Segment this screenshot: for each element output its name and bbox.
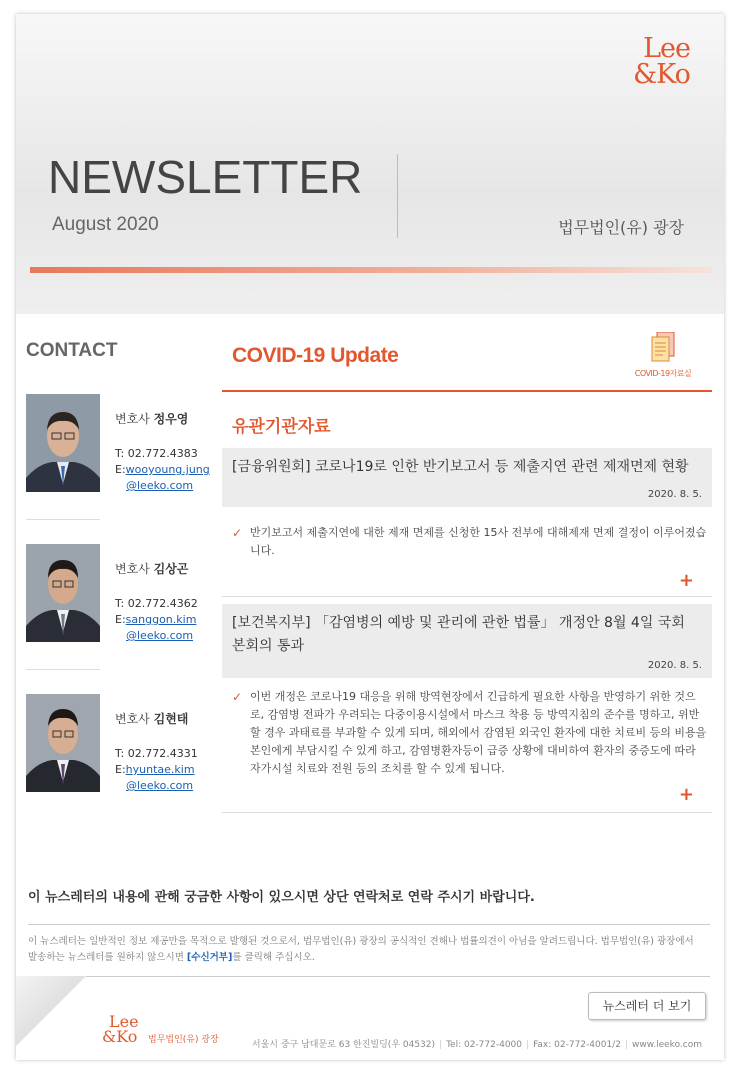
- firm-name: 법무법인(유) 광장: [558, 218, 684, 237]
- article-text: 반기보고서 제출지연에 대한 제재 면제를 신청한 15사 전부에 대해제재 면제 결정이 이루어졌습니다.: [250, 526, 707, 557]
- email-link-domain[interactable]: @leeko.com: [126, 629, 194, 642]
- header-divider: [397, 154, 398, 238]
- email-prefix: E:: [115, 463, 126, 476]
- article-text: 이번 개정은 코로나19 대응을 위해 방역현장에서 긴급하게 필요한 사항을 반영하기 위한 것으로, 감염병 전파가 우려되는 다중이용시설에서 마스크 착용 등 방역지침의 준수를 명하고, 위반할 경우 과태료를 부과할 수 있게 되며, 해외에서 감염된 외국인 환자에 대한 치료비 등의 비용을 본인에게 부담시킬 수 있게 하고, 감염병환자등이 급증 상황에 대비하여 환자의 중증도에 따라 자가시설 치료와 전원 등의 조치를 할 수 있게 됩니다.: [250, 690, 707, 775]
- lawyer-title: 변호사: [115, 412, 150, 426]
- footer-fax: Fax: 02-772-4001/2: [533, 1040, 621, 1050]
- lawyer-photo: [26, 694, 100, 792]
- check-icon: ✓: [232, 690, 243, 704]
- lawyer-email: [115, 762, 195, 794]
- lawyer-name: 김현태: [153, 712, 189, 726]
- inquiry-text: 이 뉴스레터의 내용에 관해 궁금한 사항이 있으시면 상단 연락처로 연락 주시기 바랍니다.: [28, 890, 535, 905]
- email-link[interactable]: wooyoung.jung: [125, 463, 210, 476]
- email-prefix: E:: [115, 763, 126, 776]
- contact-card: [26, 394, 210, 504]
- lawyer-phone: T: 02.772.4362: [115, 597, 198, 610]
- logo-ko: &Ko: [102, 1027, 138, 1046]
- accent-bar: [30, 267, 712, 273]
- newsletter-page: [16, 14, 724, 1060]
- article-date: 2020. 8. 5.: [647, 660, 702, 671]
- lawyer-photo: [26, 544, 100, 642]
- lawyer-name: 김상곤: [153, 562, 189, 576]
- logo-firm-name: 법무법인(유) 광장: [148, 1035, 219, 1045]
- lawyer-name: 정우영: [153, 412, 189, 426]
- contact-card: [26, 544, 206, 654]
- article-header: [222, 604, 712, 678]
- footer-address: 서울시 중구 남대문로 63 한진빌딩(우 04532) | Tel: 02-772-4000 | Fax: 02-772-4001/2 | www.leeko.com: [251, 1040, 702, 1050]
- expand-plus-icon[interactable]: +: [678, 784, 694, 805]
- leeko-logo[interactable]: [633, 33, 690, 90]
- newsletter-header: [16, 14, 724, 314]
- unsubscribe-link[interactable]: [수신거부]: [186, 952, 233, 963]
- contact-separator: [26, 669, 100, 670]
- lawyer-name-line: [115, 560, 188, 577]
- contact-card: [26, 694, 206, 804]
- lawyer-email: [115, 612, 196, 644]
- logo-lee: Lee: [109, 1012, 139, 1031]
- lawyer-title: 변호사: [115, 712, 150, 726]
- address-text: 서울시 중구 남대문로 63 한진빌딩(우 04532): [251, 1040, 436, 1050]
- lawyer-photo: [26, 394, 100, 492]
- contact-heading: CONTACT: [26, 340, 118, 361]
- page-curl: [16, 976, 86, 1060]
- document-icon: [650, 332, 676, 364]
- section-rule: [222, 390, 712, 392]
- contact-separator: [26, 519, 100, 520]
- more-newsletters-button[interactable]: 뉴스레터 더 보기: [588, 992, 706, 1020]
- lawyer-name-line: [115, 710, 188, 727]
- logo-lee: Lee: [643, 33, 690, 64]
- disclaimer-line2: 발송하는 뉴스레터를 원하지 않으시면: [28, 952, 187, 963]
- email-link-domain[interactable]: @leeko.com: [126, 779, 194, 792]
- lawyer-phone: T: 02.772.4331: [115, 747, 198, 760]
- icon-caption: COVID-19자료실: [634, 369, 692, 378]
- article-summary: [232, 524, 708, 560]
- check-icon: ✓: [232, 526, 243, 540]
- logo-ko: &Ko: [633, 59, 690, 90]
- footer-rule: [28, 924, 710, 925]
- article-header: [222, 448, 712, 507]
- disclaimer: [28, 934, 718, 966]
- disclaimer-line1: 이 뉴스레터는 일반적인 정보 제공만을 목적으로 발행된 것으로서, 법무법인(유) 광장의 공식적인 견해나 법률의견이 아님을 알려드립니다. 법무법인(유) 광장에서: [28, 936, 694, 947]
- covid-archive-link[interactable]: [628, 332, 698, 379]
- article-divider: [222, 596, 712, 597]
- article-title[interactable]: [보건복지부] 「감염병의 예방 및 관리에 관한 법률」 개정안 8월 4일 국회 본회의 통과: [232, 615, 685, 654]
- article-divider: [222, 812, 712, 813]
- lawyer-phone: T: 02.772.4383: [115, 447, 198, 460]
- section-title: COVID-19 Update: [232, 344, 399, 367]
- article-summary: [232, 688, 708, 778]
- email-link[interactable]: hyuntae.kim: [125, 763, 195, 776]
- lawyer-email: [115, 462, 210, 494]
- email-prefix: E:: [115, 613, 126, 626]
- article-date: 2020. 8. 5.: [647, 489, 702, 500]
- newsletter-date: August 2020: [52, 214, 159, 235]
- footer-logo[interactable]: [102, 1012, 219, 1046]
- email-link[interactable]: sanggon.kim: [125, 613, 197, 626]
- footer-tel: Tel: 02-772-4000: [446, 1040, 523, 1050]
- lawyer-title: 변호사: [115, 562, 150, 576]
- disclaimer-line2-end: 를 클릭해 주십시오.: [232, 952, 315, 963]
- newsletter-title: NEWSLETTER: [48, 151, 363, 203]
- lawyer-name-line: [115, 410, 188, 427]
- article-title[interactable]: [금융위원회] 코로나19로 인한 반기보고서 등 제출지연 관련 제재면제 현황: [232, 459, 689, 475]
- footer-rule: [28, 976, 710, 977]
- subsection-title: 유관기관자료: [232, 417, 331, 437]
- footer-website[interactable]: www.leeko.com: [631, 1040, 702, 1050]
- expand-plus-icon[interactable]: +: [678, 570, 694, 591]
- email-link-domain[interactable]: @leeko.com: [126, 479, 194, 492]
